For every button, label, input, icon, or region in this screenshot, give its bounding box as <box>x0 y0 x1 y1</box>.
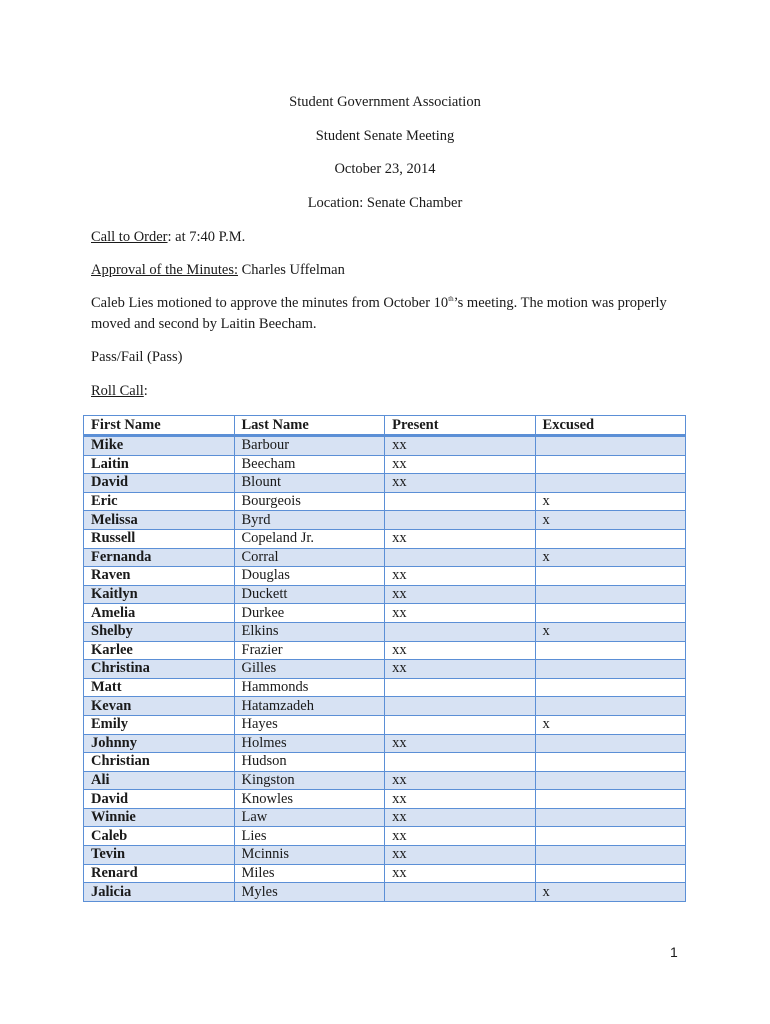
cell-first-name: Kaitlyn <box>84 585 235 604</box>
cell-excused: x <box>535 622 685 641</box>
cell-first-name: Kevan <box>84 697 235 716</box>
cell-first-name: Shelby <box>84 622 235 641</box>
page-number: 1 <box>670 944 678 960</box>
cell-last-name: Kingston <box>234 771 385 790</box>
cell-excused <box>535 827 685 846</box>
table-row <box>84 827 686 846</box>
cell-first-name: Renard <box>84 864 235 883</box>
cell-first-name: Eric <box>84 492 235 511</box>
cell-present: xx <box>385 864 535 883</box>
cell-first-name: Amelia <box>84 604 235 623</box>
table-row <box>84 474 686 493</box>
cell-present: xx <box>385 771 535 790</box>
cell-first-name: Karlee <box>84 641 235 660</box>
table-row <box>84 585 686 604</box>
cell-first-name: Christian <box>84 753 235 772</box>
table-row <box>84 548 686 567</box>
cell-last-name: Lies <box>234 827 385 846</box>
motion-superscript: th <box>448 295 454 303</box>
table-row <box>84 715 686 734</box>
cell-present: xx <box>385 455 535 474</box>
cell-first-name: Johnny <box>84 734 235 753</box>
cell-excused <box>535 678 685 697</box>
cell-first-name: Laitin <box>84 455 235 474</box>
cell-last-name: Knowles <box>234 790 385 809</box>
motion-text-before: Caleb Lies motioned to approve the minutes from October 10 <box>91 295 449 311</box>
table-row <box>84 622 686 641</box>
cell-present: xx <box>385 660 535 679</box>
cell-present: xx <box>385 827 535 846</box>
cell-last-name: Barbour <box>234 436 385 456</box>
cell-present: xx <box>385 790 535 809</box>
call-to-order-text: : at 7:40 P.M. <box>167 229 246 245</box>
cell-first-name: Raven <box>84 567 235 586</box>
call-to-order <box>91 227 691 248</box>
table-row <box>84 492 686 511</box>
cell-excused <box>535 734 685 753</box>
cell-excused: x <box>535 883 685 902</box>
cell-present <box>385 548 535 567</box>
cell-excused: x <box>535 715 685 734</box>
header-first-name: First Name <box>84 416 235 436</box>
cell-excused <box>535 790 685 809</box>
cell-last-name: Durkee <box>234 604 385 623</box>
cell-present <box>385 715 535 734</box>
cell-excused <box>535 529 685 548</box>
table-row <box>84 846 686 865</box>
cell-first-name: David <box>84 474 235 493</box>
cell-last-name: Bourgeois <box>234 492 385 511</box>
cell-excused <box>535 436 685 456</box>
cell-excused <box>535 771 685 790</box>
table-row <box>84 455 686 474</box>
cell-first-name: Matt <box>84 678 235 697</box>
header-last-name: Last Name <box>234 416 385 436</box>
cell-first-name: Melissa <box>84 511 235 530</box>
cell-present: xx <box>385 585 535 604</box>
cell-present <box>385 753 535 772</box>
cell-last-name: Frazier <box>234 641 385 660</box>
cell-last-name: Miles <box>234 864 385 883</box>
cell-present: xx <box>385 846 535 865</box>
cell-last-name: Corral <box>234 548 385 567</box>
call-to-order-label: Call to Order <box>91 229 168 245</box>
cell-excused <box>535 474 685 493</box>
cell-excused: x <box>535 548 685 567</box>
cell-first-name: Jalicia <box>84 883 235 902</box>
cell-excused: x <box>535 492 685 511</box>
meeting-title: Student Senate Meeting <box>315 128 455 144</box>
table-row <box>84 641 686 660</box>
meeting-date: October 23, 2014 <box>334 161 436 177</box>
approval-text: Charles Uffelman <box>238 262 345 278</box>
cell-last-name: Beecham <box>234 455 385 474</box>
header-present: Present <box>385 416 535 436</box>
cell-last-name: Copeland Jr. <box>234 529 385 548</box>
cell-last-name: Elkins <box>234 622 385 641</box>
org-title: Student Government Association <box>289 94 481 110</box>
table-row <box>84 697 686 716</box>
cell-first-name: Ali <box>84 771 235 790</box>
cell-present: xx <box>385 567 535 586</box>
roll-call-suffix: : <box>143 383 148 399</box>
table-row <box>84 511 686 530</box>
table-row <box>84 790 686 809</box>
cell-last-name: Gilles <box>234 660 385 679</box>
cell-first-name: Tevin <box>84 846 235 865</box>
cell-first-name: Emily <box>84 715 235 734</box>
cell-present <box>385 678 535 697</box>
cell-last-name: Hammonds <box>234 678 385 697</box>
cell-first-name: Fernanda <box>84 548 235 567</box>
table-header-row <box>84 416 686 436</box>
cell-last-name: Hatamzadeh <box>234 697 385 716</box>
table-row <box>84 864 686 883</box>
cell-present: xx <box>385 808 535 827</box>
cell-excused <box>535 455 685 474</box>
meeting-location: Location: Senate Chamber <box>307 195 463 211</box>
roll-call-heading <box>91 381 691 402</box>
cell-first-name: Russell <box>84 529 235 548</box>
table-row <box>84 529 686 548</box>
table-row <box>84 660 686 679</box>
cell-present <box>385 622 535 641</box>
cell-excused <box>535 753 685 772</box>
roll-call-label: Roll Call <box>91 383 144 399</box>
cell-first-name: David <box>84 790 235 809</box>
pass-fail: Pass/Fail (Pass) <box>91 349 183 365</box>
cell-last-name: Law <box>234 808 385 827</box>
cell-last-name: Holmes <box>234 734 385 753</box>
cell-last-name: Hudson <box>234 753 385 772</box>
cell-excused <box>535 808 685 827</box>
cell-present: xx <box>385 529 535 548</box>
cell-last-name: Byrd <box>234 511 385 530</box>
cell-first-name: Caleb <box>84 827 235 846</box>
table-row <box>84 604 686 623</box>
table-row <box>84 808 686 827</box>
approval-label: Approval of the Minutes: <box>91 262 238 278</box>
header-excused: Excused <box>535 416 685 436</box>
cell-excused <box>535 567 685 586</box>
cell-present <box>385 697 535 716</box>
table-row <box>84 753 686 772</box>
table-row <box>84 734 686 753</box>
approval-of-minutes <box>91 260 691 281</box>
roll-call-table <box>83 415 686 902</box>
table-row <box>84 567 686 586</box>
cell-last-name: Mcinnis <box>234 846 385 865</box>
cell-present: xx <box>385 436 535 456</box>
table-row <box>84 436 686 456</box>
motion-paragraph <box>91 293 691 335</box>
cell-excused <box>535 641 685 660</box>
cell-excused <box>535 585 685 604</box>
cell-present <box>385 492 535 511</box>
cell-last-name: Myles <box>234 883 385 902</box>
cell-present <box>385 883 535 902</box>
cell-last-name: Blount <box>234 474 385 493</box>
cell-present: xx <box>385 734 535 753</box>
cell-excused <box>535 846 685 865</box>
cell-present: xx <box>385 474 535 493</box>
table-row <box>84 771 686 790</box>
cell-last-name: Hayes <box>234 715 385 734</box>
cell-present: xx <box>385 604 535 623</box>
table-row <box>84 883 686 902</box>
cell-last-name: Duckett <box>234 585 385 604</box>
cell-first-name: Winnie <box>84 808 235 827</box>
motion-text-after: ’s meeting. The motion was properly moved and second by Laitin Beecham. <box>91 295 667 332</box>
cell-excused <box>535 697 685 716</box>
cell-present: xx <box>385 641 535 660</box>
cell-last-name: Douglas <box>234 567 385 586</box>
cell-first-name: Christina <box>84 660 235 679</box>
cell-first-name: Mike <box>84 436 235 456</box>
cell-excused <box>535 660 685 679</box>
cell-excused: x <box>535 511 685 530</box>
cell-excused <box>535 604 685 623</box>
table-row <box>84 678 686 697</box>
cell-excused <box>535 864 685 883</box>
cell-present <box>385 511 535 530</box>
